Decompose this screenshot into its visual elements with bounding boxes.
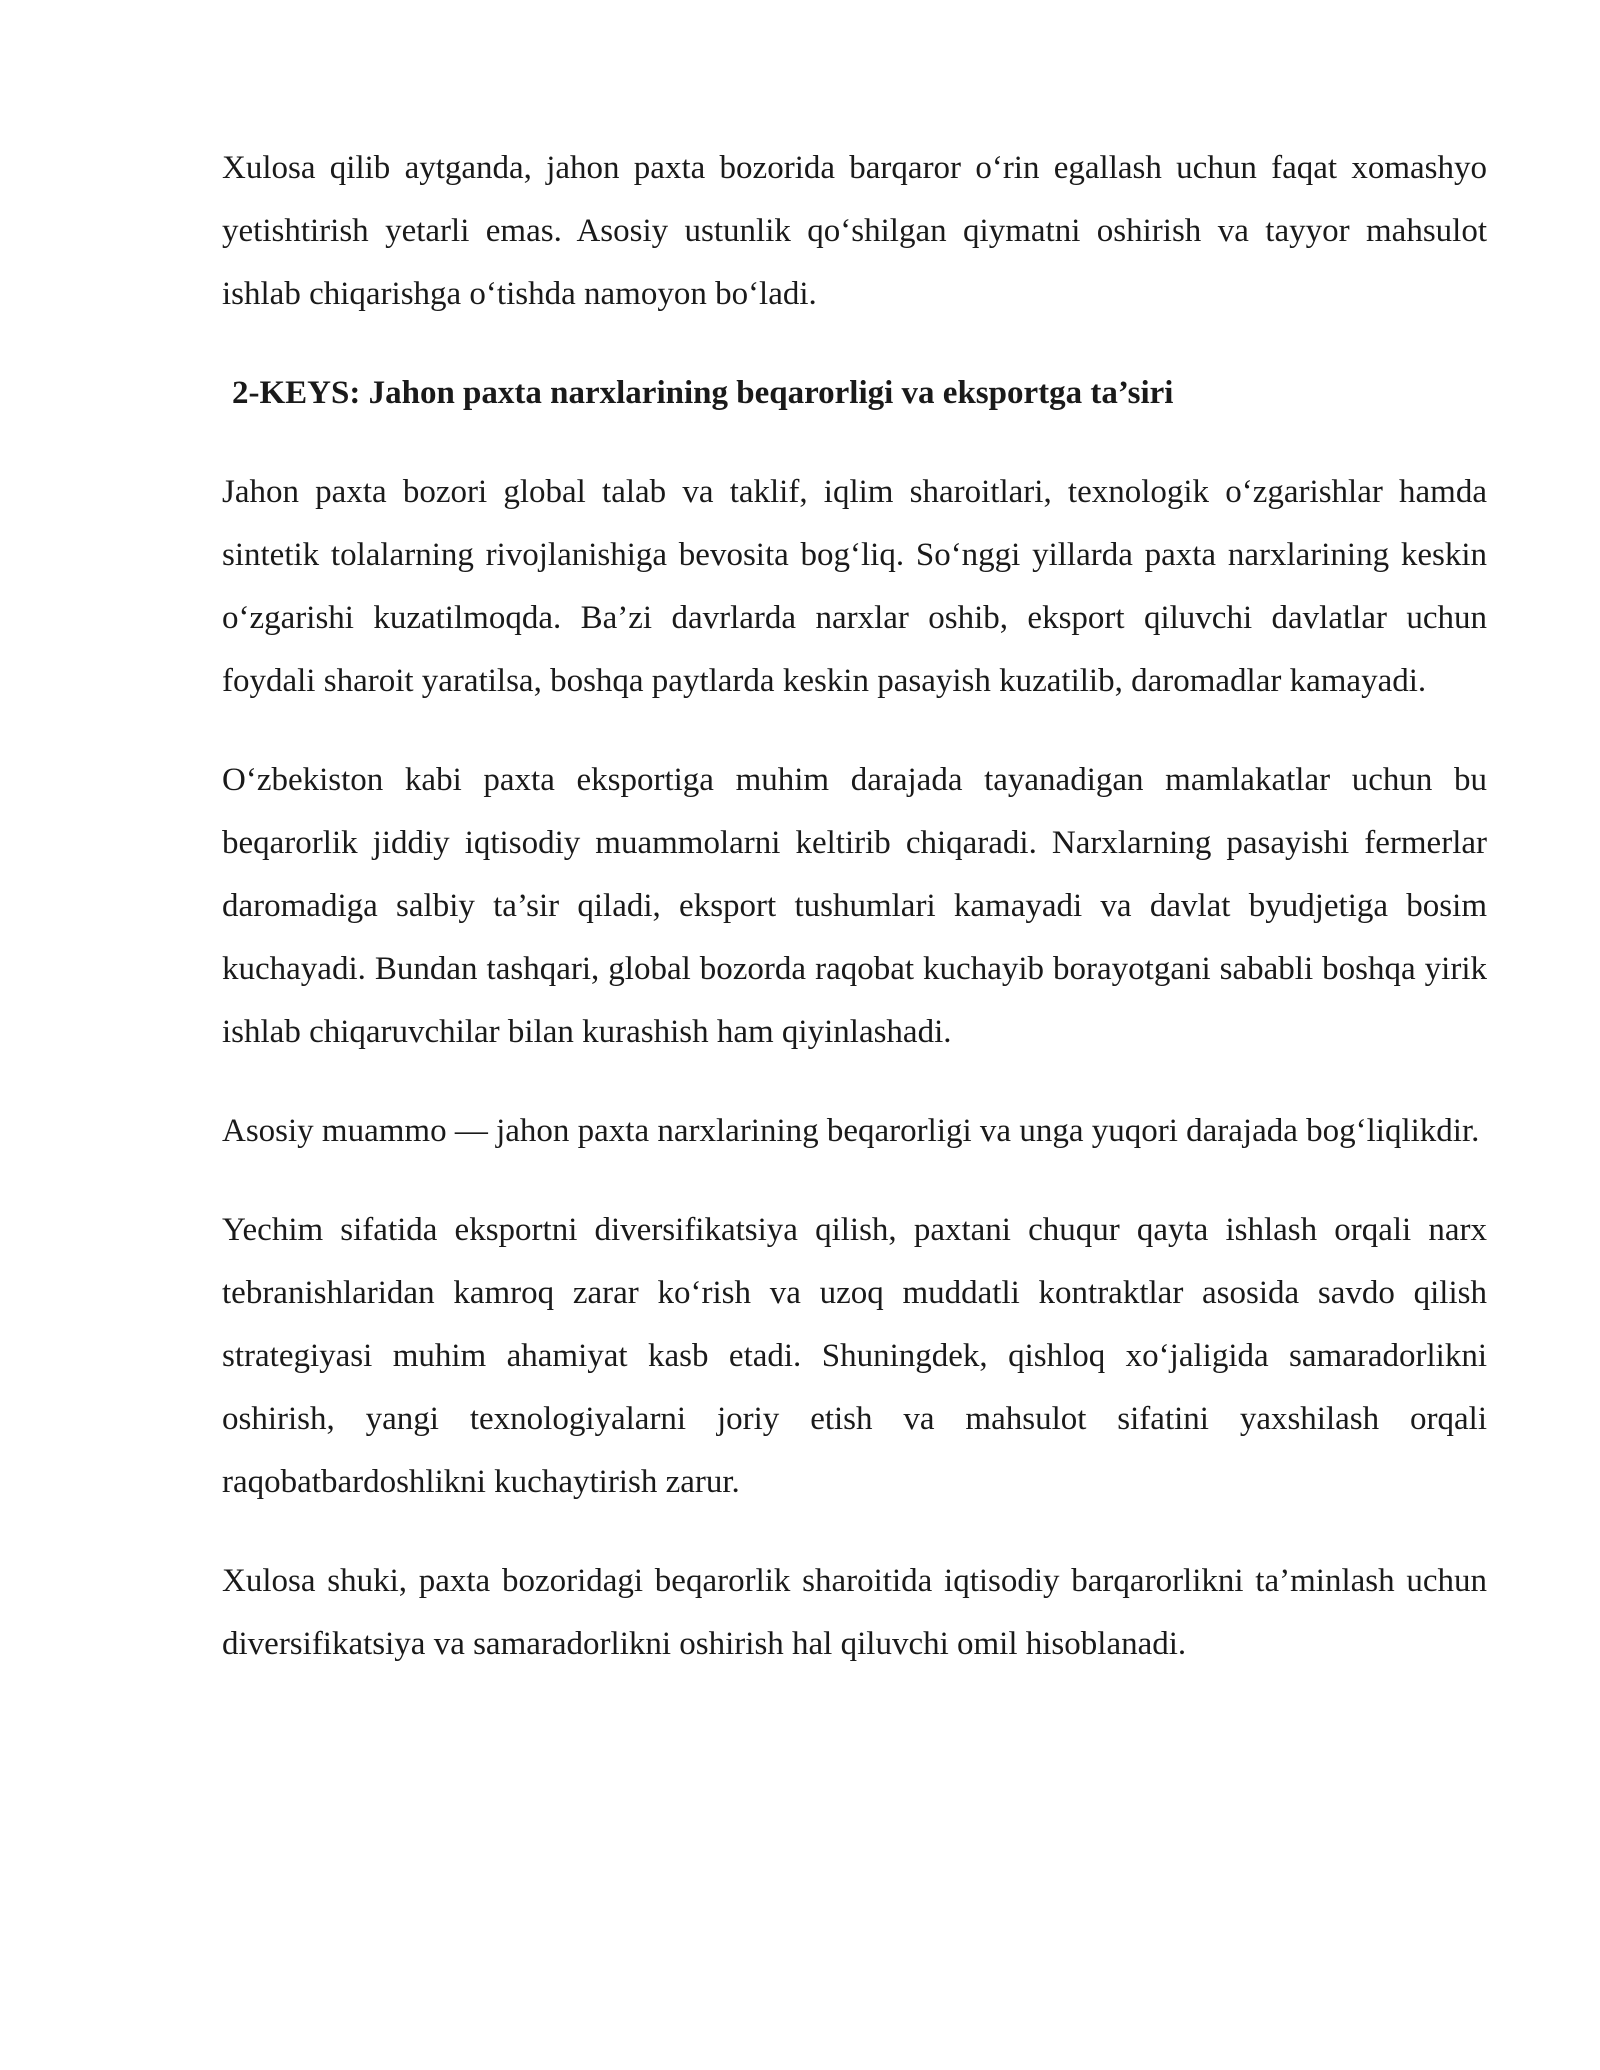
paragraph-market-overview: Jahon paxta bozori global talab va taklif, iqlim sharoitlari, texnologik o‘zgarishlar hamda sintetik tolalarning rivojlanishiga bevosita bog‘liq. So‘nggi yillarda paxta narxlarining keskin o‘zgarishi kuzatilmoqda. Ba’zi davrlarda narxlar oshib, eksport qiluvchi davlatlar uchun foydali sharoit yaratilsa, boshqa paytlarda keskin pasayish kuzatilib, daromadlar kamayadi. — [222, 474, 1487, 699]
paragraph-main-problem: Asosiy muammo — jahon paxta narxlarining beqarorligi va unga yuqori darajada bog‘liqlikdir. — [222, 1113, 1480, 1149]
paragraph-uzbekistan-impact: O‘zbekiston kabi paxta eksportiga muhim darajada tayanadigan mamlakatlar uchun bu beqarorlik jiddiy iqtisodiy muammolarni keltirib chiqaradi. Narxlarning pasayishi fermerlar daromadiga salbiy ta’sir qiladi, eksport tushumlari kamayadi va davlat byudjetiga bosim kuchayadi. Bundan tashqari, global bozorda raqobat kuchayib borayotgani sababli boshqa yirik ishlab chiqaruvchilar bilan kurashish ham qiyinlashadi. — [222, 762, 1487, 1050]
paragraph-conclusion: Xulosa shuki, paxta bozoridagi beqarorlik sharoitida iqtisodiy barqarorlikni ta’minlash uchun diversifikatsiya va samaradorlikni oshirish hal qiluvchi omil hisoblanadi. — [222, 1563, 1487, 1662]
paragraph-conclusion-intro: Xulosa qilib aytganda, jahon paxta bozorida barqaror o‘rin egallash uchun faqat xomashyo yetishtirish yetarli emas. Asosiy ustunlik qo‘shilgan qiymatni oshirish va tayyor mahsulot ishlab chiqarishga o‘tishda namoyon bo‘ladi. — [222, 150, 1487, 312]
paragraph-solution: Yechim sifatida eksportni diversifikatsiya qilish, paxtani chuqur qayta ishlash orqali narx tebranishlaridan kamroq zarar ko‘rish va uzoq muddatli kontraktlar asosida savdo qilish strategiyasi muhim ahamiyat kasb etadi. Shuningdek, qishloq xo‘jaligida samaradorlikni oshirish, yangi texnologiyalarni joriy etish va mahsulot sifatini yaxshilash orqali raqobatbardoshlikni kuchaytirish zarur. — [222, 1212, 1487, 1500]
document-body — [222, 137, 1487, 1712]
section-heading: 2-KEYS: Jahon paxta narxlarining beqarorligi va eksportga ta’siri — [232, 375, 1174, 411]
